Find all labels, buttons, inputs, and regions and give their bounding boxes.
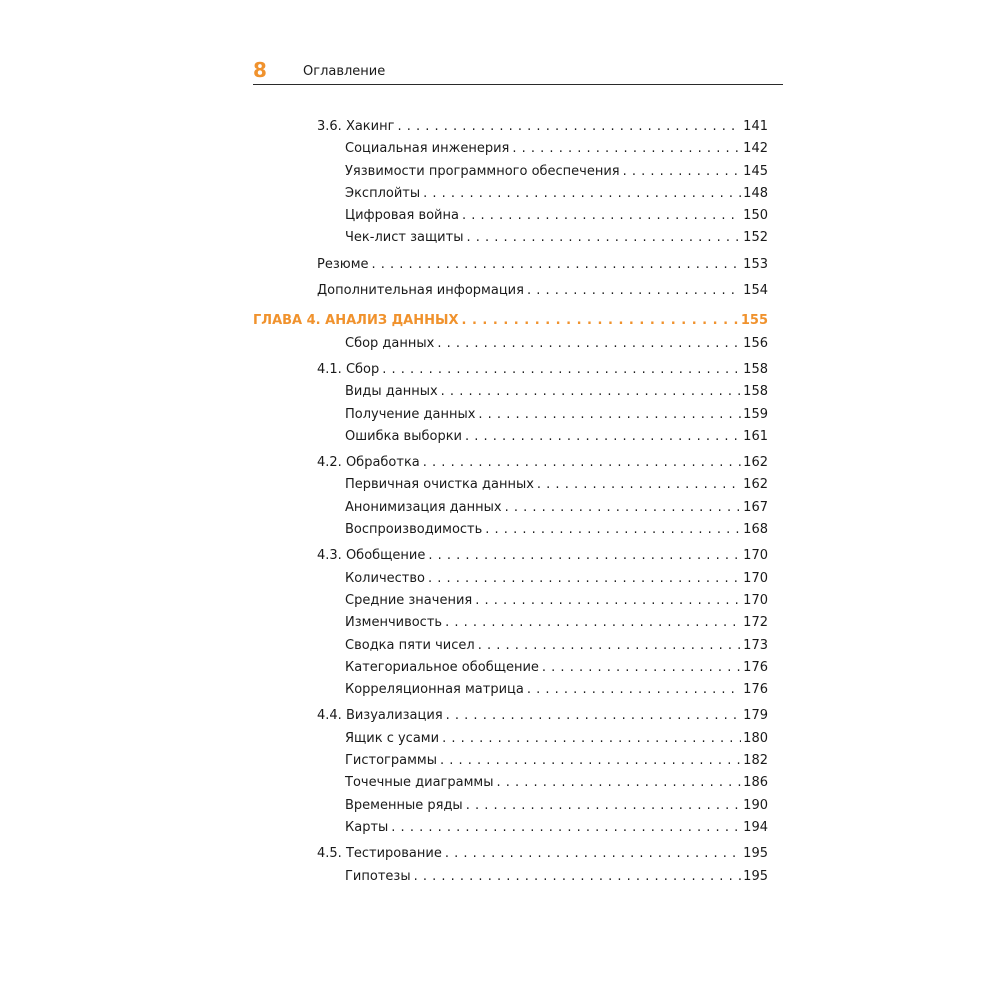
toc-entry-page-number: 172 <box>743 615 768 631</box>
toc-entry[interactable] <box>253 635 768 657</box>
toc-entry[interactable] <box>253 280 768 302</box>
toc-entry[interactable] <box>253 183 768 205</box>
dot-leader <box>445 612 741 634</box>
table-of-contents <box>253 116 768 888</box>
toc-entry-label: 4.3. Обобщение <box>317 548 426 564</box>
toc-entry-label: Сбор данных <box>345 335 435 351</box>
toc-entry-label: Ящик с усами <box>345 730 440 746</box>
dot-leader <box>527 280 741 302</box>
running-title: Оглавление <box>303 64 386 79</box>
dot-leader <box>465 426 741 448</box>
dot-leader <box>512 138 741 160</box>
dot-leader <box>542 657 741 679</box>
dot-leader <box>505 497 742 519</box>
toc-entry-label: 4.4. Визуализация <box>317 708 443 724</box>
toc-entry-label: 4.2. Обработка <box>317 455 420 471</box>
dot-leader <box>441 381 742 403</box>
toc-entry-label: Чек-лист защиты <box>345 230 464 246</box>
toc-entry-page-number: 162 <box>743 455 768 471</box>
toc-entry[interactable] <box>253 772 768 794</box>
toc-entry-page-number: 182 <box>743 753 768 769</box>
toc-entry-label: Дополнительная информация <box>317 283 524 299</box>
toc-entry-label: Виды данных <box>345 384 438 400</box>
toc-entry[interactable] <box>253 795 768 817</box>
toc-entry-page-number: 156 <box>743 335 768 351</box>
toc-entry-page-number: 152 <box>743 230 768 246</box>
toc-entry[interactable] <box>253 205 768 227</box>
toc-entry-label: ГЛАВА 4. АНАЛИЗ ДАННЫХ <box>253 313 459 329</box>
toc-entry[interactable] <box>253 568 768 590</box>
toc-entry[interactable] <box>253 254 768 276</box>
toc-entry-label: Сводка пяти чисел <box>345 637 475 653</box>
toc-entry[interactable] <box>253 705 768 727</box>
dot-leader <box>485 519 741 541</box>
toc-entry[interactable] <box>253 866 768 888</box>
toc-entry[interactable] <box>253 545 768 567</box>
toc-entry[interactable] <box>253 333 768 355</box>
toc-entry-page-number: 194 <box>743 819 768 835</box>
dot-leader <box>440 750 741 772</box>
toc-entry-page-number: 142 <box>743 141 768 157</box>
page-number: 8 <box>253 58 267 82</box>
toc-entry-page-number: 168 <box>743 522 768 538</box>
toc-entry-label: Резюме <box>317 256 369 272</box>
toc-entry-page-number: 167 <box>743 499 768 515</box>
dot-leader <box>623 161 742 183</box>
toc-entry[interactable] <box>253 161 768 183</box>
toc-entry[interactable] <box>253 612 768 634</box>
toc-entry-label: 3.6. Хакинг <box>317 119 395 134</box>
toc-entry-label: Ошибка выборки <box>345 428 462 444</box>
toc-entry-label: Количество <box>345 570 425 586</box>
toc-entry[interactable] <box>253 426 768 448</box>
dot-leader <box>414 866 742 888</box>
toc-entry[interactable] <box>253 590 768 612</box>
toc-entry[interactable] <box>253 843 768 865</box>
toc-entry[interactable] <box>253 750 768 772</box>
dot-leader <box>445 843 741 865</box>
toc-entry[interactable] <box>253 474 768 496</box>
toc-entry-label: Социальная инженерия <box>345 141 510 157</box>
dot-leader <box>397 116 741 138</box>
toc-entry-page-number: 190 <box>743 797 768 813</box>
toc-entry-label: Корреляционная матрица <box>345 682 524 698</box>
toc-entry[interactable] <box>253 381 768 403</box>
toc-entry-page-number: 186 <box>743 775 768 791</box>
dot-leader <box>428 568 741 590</box>
dot-leader <box>382 359 741 381</box>
toc-chapter-entry[interactable] <box>253 310 768 332</box>
dot-leader <box>527 679 741 701</box>
toc-entry[interactable] <box>253 452 768 474</box>
toc-entry-page-number: 170 <box>743 548 768 564</box>
toc-entry-page-number: 173 <box>743 637 768 653</box>
toc-entry-page-number: 150 <box>743 208 768 224</box>
toc-entry-page-number: 161 <box>743 428 768 444</box>
toc-entry-label: Первичная очистка данных <box>345 477 534 493</box>
toc-entry-label: Получение данных <box>345 406 476 422</box>
toc-entry-label: Точечные диаграммы <box>345 775 494 791</box>
toc-entry-label: Временные ряды <box>345 797 463 813</box>
dot-leader <box>442 728 741 750</box>
dot-leader <box>466 227 741 249</box>
toc-entry-page-number: 155 <box>740 313 768 329</box>
toc-entry-label: Цифровая война <box>345 208 459 224</box>
toc-entry[interactable] <box>253 728 768 750</box>
toc-entry-label: Эксплойты <box>345 185 421 201</box>
toc-entry-page-number: 180 <box>743 730 768 746</box>
toc-entry-page-number: 170 <box>743 570 768 586</box>
toc-entry[interactable] <box>253 227 768 249</box>
toc-entry-label: Анонимизация данных <box>345 499 502 515</box>
toc-entry[interactable] <box>253 138 768 160</box>
dot-leader <box>478 635 741 657</box>
toc-entry-label: Карты <box>345 819 389 835</box>
dot-leader <box>475 590 741 612</box>
toc-entry-page-number: 195 <box>743 868 768 884</box>
dot-leader <box>461 310 738 332</box>
dot-leader <box>537 474 741 496</box>
toc-entry-page-number: 158 <box>743 384 768 400</box>
toc-entry[interactable] <box>253 679 768 701</box>
toc-entry-label: Категориальное обобщение <box>345 659 539 675</box>
toc-entry-page-number: 176 <box>743 682 768 698</box>
toc-entry-page-number: 148 <box>743 185 768 201</box>
dot-leader <box>437 333 741 355</box>
toc-entry-page-number: 141 <box>743 119 768 134</box>
dot-leader <box>496 772 741 794</box>
toc-entry-label: Гистограммы <box>345 753 437 769</box>
dot-leader <box>462 205 741 227</box>
dot-leader <box>423 452 741 474</box>
dot-leader <box>423 183 741 205</box>
toc-entry-page-number: 154 <box>743 283 768 299</box>
toc-entry-page-number: 159 <box>743 406 768 422</box>
toc-entry-page-number: 158 <box>743 361 768 377</box>
toc-entry-page-number: 145 <box>743 163 768 179</box>
toc-entry-page-number: 170 <box>743 592 768 608</box>
toc-entry[interactable] <box>253 657 768 679</box>
toc-entry-page-number: 162 <box>743 477 768 493</box>
toc-entry-page-number: 176 <box>743 659 768 675</box>
toc-entry[interactable] <box>253 116 768 138</box>
dot-leader <box>478 404 741 426</box>
toc-entry-label: Уязвимости программного обеспечения <box>345 163 620 179</box>
toc-entry-label: Воспроизводимость <box>345 522 483 538</box>
toc-entry[interactable] <box>253 359 768 381</box>
toc-entry-label: 4.5. Тестирование <box>317 846 442 862</box>
toc-entry-page-number: 179 <box>743 708 768 724</box>
dot-leader <box>391 817 741 839</box>
page-header <box>253 58 783 85</box>
toc-entry-label: 4.1. Сбор <box>317 361 380 377</box>
toc-entry[interactable] <box>253 404 768 426</box>
toc-entry[interactable] <box>253 817 768 839</box>
toc-entry-page-number: 153 <box>743 256 768 272</box>
dot-leader <box>372 254 742 276</box>
dot-leader <box>446 705 742 727</box>
toc-entry[interactable] <box>253 497 768 519</box>
dot-leader <box>466 795 741 817</box>
toc-entry[interactable] <box>253 519 768 541</box>
dot-leader <box>428 545 741 567</box>
toc-entry-label: Средние значения <box>345 592 473 608</box>
toc-entry-label: Изменчивость <box>345 615 443 631</box>
toc-entry-page-number: 195 <box>743 846 768 862</box>
toc-entry-label: Гипотезы <box>345 868 411 884</box>
